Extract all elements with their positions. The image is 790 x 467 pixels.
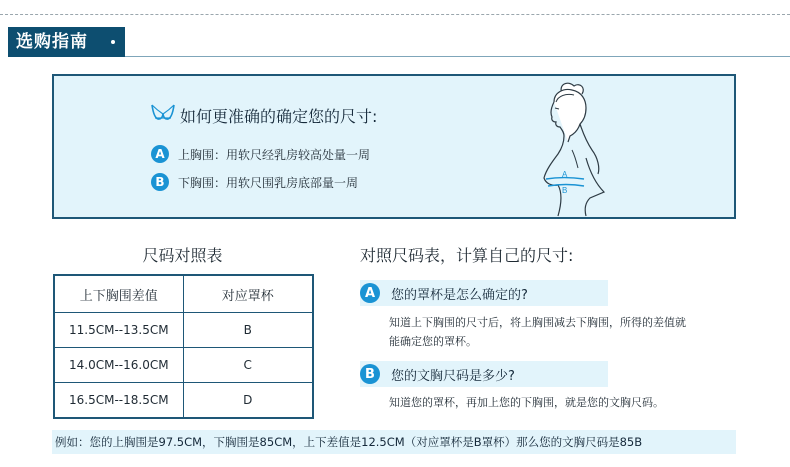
answer-cup-line2: 能确定您的罩杯。 bbox=[389, 335, 477, 348]
lower-bust-text: 下胸围：用软尺围乳房底部量一周 bbox=[178, 175, 359, 190]
top-dashed-divider bbox=[0, 14, 790, 15]
measure-title: 如何更准确的确定您的尺寸: bbox=[180, 107, 378, 126]
header-difference: 上下胸围差值 bbox=[54, 275, 183, 313]
bra-icon bbox=[150, 103, 176, 123]
badge-b-icon: B bbox=[151, 173, 169, 191]
table-row bbox=[54, 348, 313, 383]
cell-range: 11.5CM--13.5CM bbox=[54, 313, 183, 348]
upper-bust-text: 上胸围：用软尺经乳房较高处量一周 bbox=[178, 147, 371, 162]
answer-size: 知道您的罩杯，再加上您的下胸围，就是您的文胸尺码。 bbox=[389, 396, 664, 409]
example-text: 例如：您的上胸围是97.5CM，下胸围是85CM，上下差值是12.5CM（对应罩杯是B罩杯）那么您的文胸尺码是85B bbox=[52, 430, 736, 454]
measurement-guide-panel bbox=[52, 74, 736, 219]
upper-bust-row bbox=[151, 145, 370, 163]
figure-label-a: A bbox=[562, 170, 568, 179]
cell-cup: B bbox=[183, 313, 313, 348]
cell-cup: D bbox=[183, 383, 313, 419]
question-size-bar bbox=[360, 361, 608, 387]
table-row bbox=[54, 313, 313, 348]
question-cup-text: 您的罩杯是怎么确定的? bbox=[391, 287, 528, 303]
section-label-dot bbox=[111, 40, 115, 44]
size-table-title: 尺码对照表 bbox=[142, 246, 223, 265]
section-label-text: 选购指南 bbox=[16, 32, 88, 52]
answer-cup bbox=[389, 313, 749, 351]
cell-cup: C bbox=[183, 348, 313, 383]
question-cup-bar bbox=[360, 280, 608, 306]
section-label bbox=[8, 27, 125, 57]
badge-a-icon: A bbox=[360, 283, 380, 303]
measurement-figure-illustration bbox=[524, 80, 614, 218]
section-underline bbox=[125, 56, 790, 57]
lower-bust-row bbox=[151, 173, 358, 191]
badge-b-icon: B bbox=[360, 364, 380, 384]
cell-range: 14.0CM--16.0CM bbox=[54, 348, 183, 383]
badge-a-icon: A bbox=[151, 145, 169, 163]
figure-label-b: B bbox=[562, 186, 568, 195]
table-header-row bbox=[54, 275, 313, 313]
table-row bbox=[54, 383, 313, 419]
size-chart-table bbox=[53, 274, 314, 419]
question-size-text: 您的文胸尺码是多少? bbox=[391, 368, 515, 384]
cell-range: 16.5CM--18.5CM bbox=[54, 383, 183, 419]
header-cup: 对应罩杯 bbox=[183, 275, 313, 313]
answer-cup-line1: 知道上下胸围的尺寸后，将上胸围减去下胸围，所得的差值就 bbox=[389, 316, 686, 329]
calculation-title: 对照尺码表，计算自己的尺寸: bbox=[360, 246, 574, 265]
